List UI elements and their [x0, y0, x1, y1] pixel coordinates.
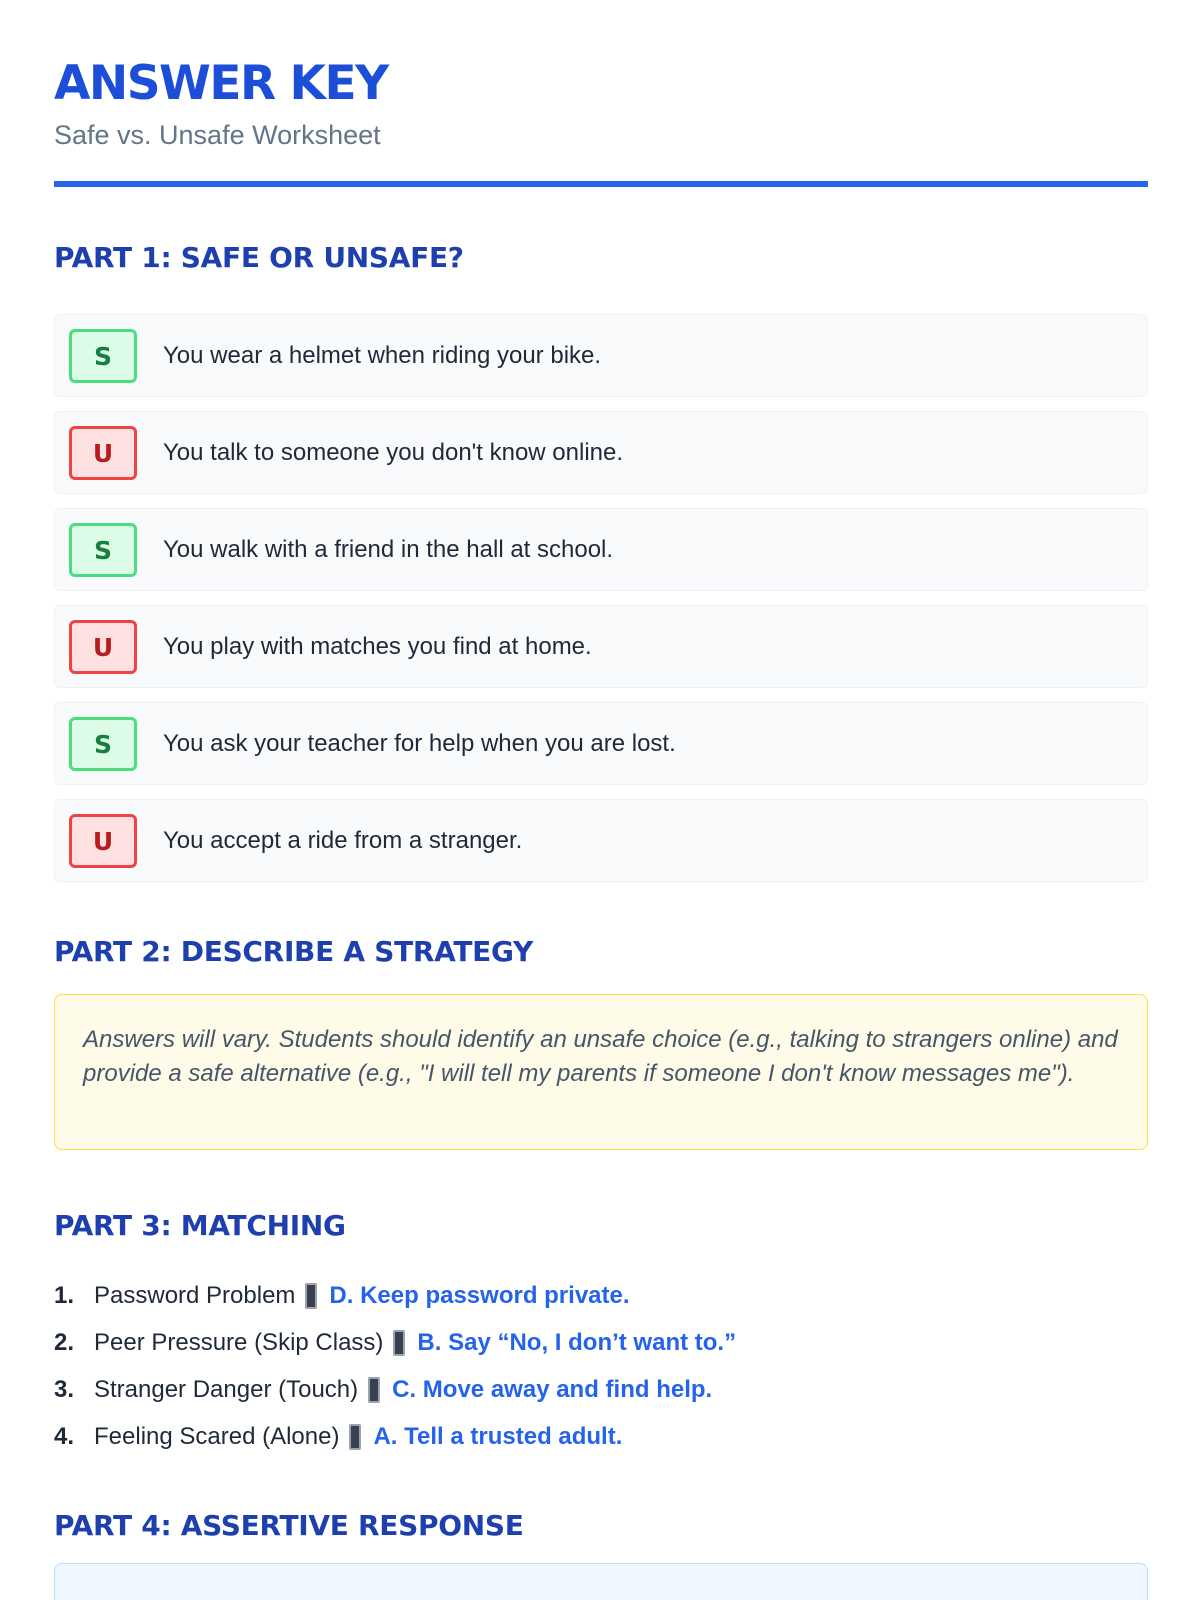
unsafe-badge: U — [69, 814, 137, 868]
list-item — [54, 605, 1148, 688]
safe-badge: S — [69, 717, 137, 771]
list-item — [54, 799, 1148, 882]
matching-answer: B. Say “No, I don’t want to.” — [417, 1328, 737, 1356]
safe-badge: S — [69, 329, 137, 383]
matching-row — [54, 1319, 1148, 1366]
part3-heading: PART 3: MATCHING — [54, 1209, 346, 1242]
row-number: 4. — [54, 1422, 75, 1450]
unsafe-badge: U — [69, 620, 137, 674]
matching-list — [54, 1272, 1148, 1460]
matching-prompt: Peer Pressure (Skip Class) — [94, 1328, 384, 1356]
arrow-icon — [368, 1377, 380, 1403]
arrow-icon — [349, 1424, 361, 1450]
safe-unsafe-list — [54, 314, 1148, 896]
strategy-note-box — [54, 994, 1148, 1150]
header-divider — [54, 181, 1148, 187]
list-item — [54, 508, 1148, 591]
page-subtitle: Safe vs. Unsafe Worksheet — [54, 120, 381, 150]
item-statement: You accept a ride from a stranger. — [163, 826, 523, 854]
item-statement: You walk with a friend in the hall at school. — [163, 535, 614, 563]
item-statement: You play with matches you find at home. — [163, 632, 592, 660]
matching-prompt: Feeling Scared (Alone) — [94, 1422, 340, 1450]
part2-heading: PART 2: DESCRIBE A STRATEGY — [54, 935, 533, 968]
item-statement: You ask your teacher for help when you are lost. — [163, 729, 676, 757]
matching-answer: D. Keep password private. — [329, 1281, 630, 1309]
part4-heading: PART 4: ASSERTIVE RESPONSE — [54, 1509, 524, 1542]
safe-badge: S — [69, 523, 137, 577]
row-number: 3. — [54, 1375, 75, 1403]
matching-row — [54, 1366, 1148, 1413]
matching-answer: A. Tell a trusted adult. — [373, 1422, 623, 1450]
page-title: ANSWER KEY — [54, 56, 388, 111]
unsafe-badge: U — [69, 426, 137, 480]
strategy-note-text: Answers will vary. Students should identify an unsafe choice (e.g., talking to strangers online) and provide a safe alternative (e.g., "I will tell my parents if someone I don't know messages me"). — [83, 1026, 1118, 1087]
matching-row — [54, 1413, 1148, 1460]
matching-answer: C. Move away and find help. — [392, 1375, 713, 1403]
arrow-icon — [305, 1283, 317, 1309]
matching-row — [54, 1272, 1148, 1319]
row-number: 2. — [54, 1328, 75, 1356]
assertive-response-box — [54, 1563, 1148, 1600]
list-item — [54, 314, 1148, 397]
matching-prompt: Password Problem — [94, 1281, 296, 1309]
item-statement: You wear a helmet when riding your bike. — [163, 341, 602, 369]
matching-prompt: Stranger Danger (Touch) — [94, 1375, 359, 1403]
part1-heading: PART 1: SAFE OR UNSAFE? — [54, 241, 464, 274]
arrow-icon — [393, 1330, 405, 1356]
list-item — [54, 702, 1148, 785]
list-item — [54, 411, 1148, 494]
item-statement: You talk to someone you don't know online. — [163, 438, 624, 466]
row-number: 1. — [54, 1281, 75, 1309]
